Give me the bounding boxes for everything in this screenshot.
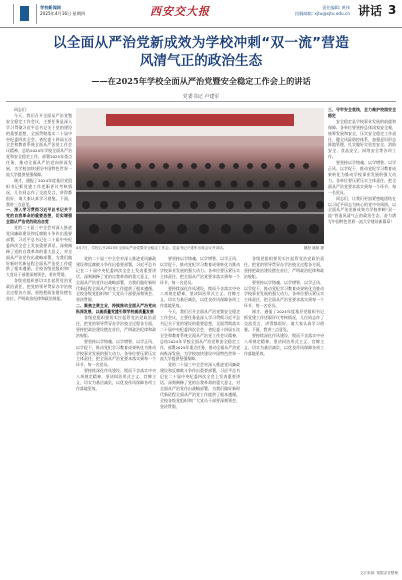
article-column-1 bbox=[6, 107, 72, 573]
article-column-4 bbox=[244, 256, 324, 573]
col1-para: 党的二十届三中全会对深入推进党风廉政建设和反腐败斗争作出重要部署，习近平总书记在二十届中央纪委四次全会上发表重要讲话，深刻阐释了党的自我革命的重大意义，对全面从严治党作出战略部署，为我们做好新时代新征程全面从严治党工作提供了根本遵循。全校各级党组织和广大党员干部要深刻领会、坚决贯彻。 bbox=[6, 225, 72, 278]
col4-para: 各级党组织要切实扛起管党治党政治责任，把党的领导贯穿办学治校全过程各方面，坚持把政治建设摆在首位，严明政治纪律和政治规矩。 bbox=[244, 256, 324, 279]
meta-line-2: 2025年4月16日 星期四 bbox=[40, 11, 86, 16]
col5-para: 同志们，让我们更加紧密地团结在以习近平同志为核心的党中央周围，以全面从严治党新成效为学校冲刺“双一流”营造风清气正的政治生态，奋力谱写中国特色世界一流大学建设新篇章！ bbox=[328, 195, 396, 225]
masthead-emblem bbox=[13, 4, 37, 24]
footer-credit: 文字来源: 根据录音整理 bbox=[359, 571, 398, 575]
caption-text: 4月7日，学校召开2025年全面从严治党暨安全稳定工作会。党委书记卢建军出席会议并讲话。 bbox=[76, 246, 227, 250]
headline-line-1: 以全面从严治党新成效为学校冲刺“双一流”营造 bbox=[52, 35, 350, 51]
col2-para: 各级党组织要切实扛起管党治党政治责任，把党的领导贯穿办学治校全过程各方面，坚持把政治建设摆在首位，严明政治纪律和政治规矩。 bbox=[76, 315, 156, 338]
editor-line-2: 投稿邮箱: xjtu@xjtu.edu.cn bbox=[294, 11, 350, 16]
byline: 党委书记 卢建军 bbox=[182, 94, 220, 100]
subhead: ——在2025年学校全面从严治党暨安全稳定工作会上的讲话 bbox=[91, 76, 311, 86]
col4-para: 要持续深化作风建设，锲而不舍落实中央八项规定精神，坚决纠治形式主义、官僚主义，切实为基层减负，以优良作风保障各项工作落地见效。 bbox=[244, 332, 324, 356]
col4-para: 刚才，通报了2024年度基层党组织书记抓党建工作述职评议考核情况，几位同志作了交流发言，讲得都很好，请大家认真学习借鉴。下面，我讲三点意见。 bbox=[244, 309, 324, 332]
col2-para: 党的二十届三中全会对深入推进党风廉政建设和反腐败斗争作出重要部署，习近平总书记在二十届中央纪委四次全会上发表重要讲话，深刻阐释了党的自我革命的重大意义，对全面从严治党作出战略部署，为我们做好新时代新征程全面从严治党工作提供了根本遵循。全校各级党组织和广大党员干部要深刻领会、坚决贯彻。 bbox=[76, 256, 156, 303]
photo-caption bbox=[76, 246, 324, 251]
headline-line-2: 风清气正的政治生态 bbox=[139, 53, 263, 69]
col1-para: 各级党组织要切实扛起管党治党政治责任，把党的领导贯穿办学治校全过程各方面，坚持把政治建设摆在首位，严明政治纪律和政治规矩。 bbox=[6, 278, 72, 301]
article-column-2 bbox=[76, 256, 156, 573]
editor-line-1: 责任编辑: 黄伟 bbox=[322, 5, 350, 10]
meta-line-1: 学校新闻网 bbox=[40, 5, 61, 10]
col4-para: 要坚持以学铸魂、以学增智、以学正风、以学促干，推动党纪学习教育成果转化为推动学校事业发展的强大动力。各单位要压紧压实主体责任，把全面从严治党要求落实到每一个环节、每一名党员。 bbox=[244, 279, 324, 309]
col2-para: 要坚持以学铸魂、以学增智、以学正风、以学促干，推动党纪学习教育成果转化为推动学校事业发展的强大动力。各单位要压紧压实主体责任，把全面从严治党要求落实到每一个环节、每一名党员。 bbox=[76, 338, 156, 368]
col3-para: 党的二十届三中全会对深入推进党风廉政建设和反腐败斗争作出重要部署，习近平总书记在二十届中央纪委四次全会上发表重要讲话，深刻阐释了党的自我革命的重大意义，对全面从严治党作出战略部署，为我们做好新时代新征程全面从严治党工作提供了根本遵循。全校各级党组织和广大党员干部要深刻领会、坚决贯彻。 bbox=[160, 362, 240, 409]
masthead-editor bbox=[270, 5, 350, 17]
headline bbox=[0, 34, 402, 70]
section-name: 讲话 bbox=[358, 4, 383, 18]
col1-section-heading: 一、深入学习贯彻习近平总书记关于党的自我革命的重要思想，切实增强全面从严治党的政治自觉 bbox=[6, 207, 72, 225]
col5-section-heading: 三、守牢安全底线，全力维护校园安全稳定 bbox=[328, 107, 396, 118]
header-rule bbox=[6, 101, 396, 102]
col2-para: 要持续深化作风建设，锲而不舍落实中央八项规定精神，坚决纠治形式主义、官僚主义，切实为基层减负，以优良作风保障各项工作落地见效。 bbox=[76, 368, 156, 391]
col1-para: 刚才，通报了2024年度基层党组织书记抓党建工作述职评议考核情况，几位同志作了交流发言，讲得都很好，请大家认真学习借鉴。下面，我讲三点意见。 bbox=[6, 177, 72, 207]
photo-credit: 摄影 姚航 摄 bbox=[303, 246, 324, 250]
col3-para: 要持续深化作风建设，锲而不舍落实中央八项规定精神，坚决纠治形式主义、官僚主义，切实为基层减负，以优良作风保障各项工作落地见效。 bbox=[160, 285, 240, 309]
emblem-bar-icon bbox=[20, 6, 29, 21]
col5-para: 安全稳定是学校事业发展的前提和保障。各单位要坚持总体国家安全观，统筹发展和安全，压实安全稳定工作责任，健全风险防控体系，加强意识形态阵地管理，扎实做好实验室安全、消防安全、食品安全、网络安全等各项工作。 bbox=[328, 118, 396, 160]
newspaper-logo: 西安交大报 bbox=[150, 5, 210, 18]
article-photo bbox=[76, 108, 324, 244]
page-number: 3 bbox=[388, 3, 397, 17]
col1-para: 今天，我们召开全面从严治党暨安全稳定工作会议，主要任务是深入学习贯彻习近平总书记关于党的建设的重要思想，全面贯彻落实二十届中央纪委四次全会、省纪委十四届五次全会和教育系统全面从严治党工作会议精神，总结2024年学校全面从严治党和安全稳定工作，部署2025年重点任务，推动全面从严治党向纵深发展，为学校加快建设中国特色世界一流大学提供坚强保障。 bbox=[6, 112, 72, 177]
col2-section-heading: 二、聚焦主责主业，持续推动全面从严治党向纵深发展，以高质量党建引领学校高质量发展 bbox=[76, 303, 156, 315]
masthead-meta bbox=[40, 5, 85, 17]
col3-para: 要坚持以学铸魂、以学增智、以学正风、以学促干，推动党纪学习教育成果转化为推动学校事业发展的强大动力。各单位要压紧压实主体责任，把全面从严治党要求落实到每一个环节、每一名党员。 bbox=[160, 256, 240, 285]
article-column-5 bbox=[328, 107, 396, 569]
meeting-hall-illustration bbox=[76, 108, 324, 244]
masthead bbox=[0, 0, 402, 28]
article-column-3 bbox=[160, 256, 240, 573]
col5-para: 要坚持以学铸魂、以学增智、以学正风、以学促干，推动党纪学习教育成果转化为推动学校事业发展的强大动力。各单位要压紧压实主体责任，把全面从严治党要求落实到每一个环节、每一名党员。 bbox=[328, 160, 396, 195]
col1-para: 同志们： bbox=[14, 107, 30, 112]
col3-para: 今天，我们召开全面从严治党暨安全稳定工作会议，主要任务是深入学习贯彻习近平总书记关于党的建设的重要思想，全面贯彻落实二十届中央纪委四次全会、省纪委十四届五次全会和教育系统全面从严治党工作会议精神，总结2024年学校全面从严治党和安全稳定工作，部署2025年重点任务，推动全面从严治党向纵深发展，为学校加快建设中国特色世界一流大学提供坚强保障。 bbox=[160, 309, 240, 362]
